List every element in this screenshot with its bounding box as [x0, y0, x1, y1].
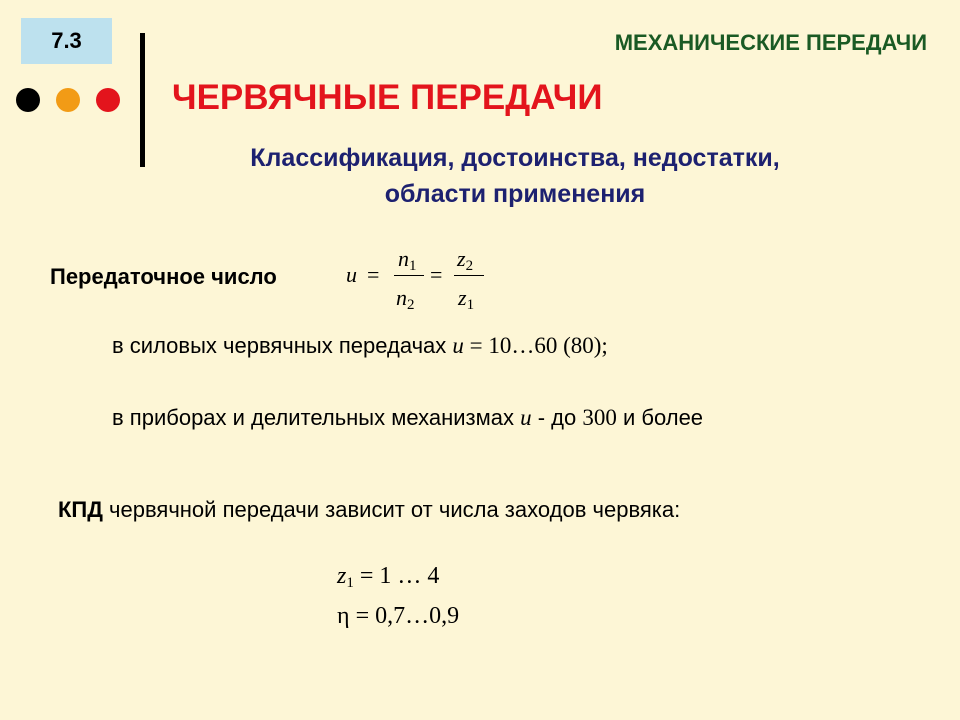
devices-text-after: и более [616, 405, 704, 430]
devices-symbol: u [520, 405, 532, 430]
formula-equals-1: = [367, 262, 380, 287]
formula-n1: $n_1$ [398, 246, 417, 274]
page-subtitle [155, 140, 875, 212]
efficiency-text: червячной передачи зависит от числа заходов червяка: [102, 497, 681, 522]
efficiency-label: КПД [58, 497, 103, 522]
slide-number: 7.3 [51, 28, 82, 53]
power-value: = 10…60 (80); [463, 333, 608, 358]
formula-n2: $n_2$ [396, 285, 415, 313]
power-symbol: u [452, 333, 464, 358]
formula-u: u [346, 262, 357, 287]
power-gear-ratio-line [112, 333, 608, 359]
power-text: в силовых червячных передачах [112, 333, 447, 358]
devices-text-mid: - до [531, 405, 583, 430]
efficiency-line [58, 497, 680, 523]
subtitle-line-1: Классификация, достоинства, недостатки, [250, 144, 780, 172]
z1-range-row: $z_1 = 1$ … 4 [337, 563, 440, 591]
page-title: ЧЕРВЯЧНЫЕ ПЕРЕДАЧИ [172, 78, 603, 117]
subtitle-line-2: области применения [384, 180, 646, 208]
formula-z1: $z_1$ [458, 285, 475, 313]
formula-z2: $z_2$ [457, 246, 474, 274]
vertical-divider [140, 33, 145, 167]
red-dot-icon [96, 88, 120, 112]
section-title: МЕХАНИЧЕСКИЕ ПЕРЕДАЧИ [614, 30, 927, 55]
formula-equals-2: = [430, 262, 443, 287]
gear-ratio-label: Передаточное число [50, 264, 277, 289]
devices-value: 300 [582, 405, 617, 430]
fraction-bar-2 [454, 275, 484, 276]
orange-dot-icon [56, 88, 80, 112]
slide-number-badge [21, 18, 112, 64]
devices-text-before: в приборах и делительных механизмах [112, 405, 521, 430]
fraction-bar-1 [394, 275, 424, 276]
black-dot-icon [16, 88, 40, 112]
eta-range-row: η = 0,7…0,9 [337, 603, 460, 629]
devices-gear-ratio-line [112, 405, 703, 431]
